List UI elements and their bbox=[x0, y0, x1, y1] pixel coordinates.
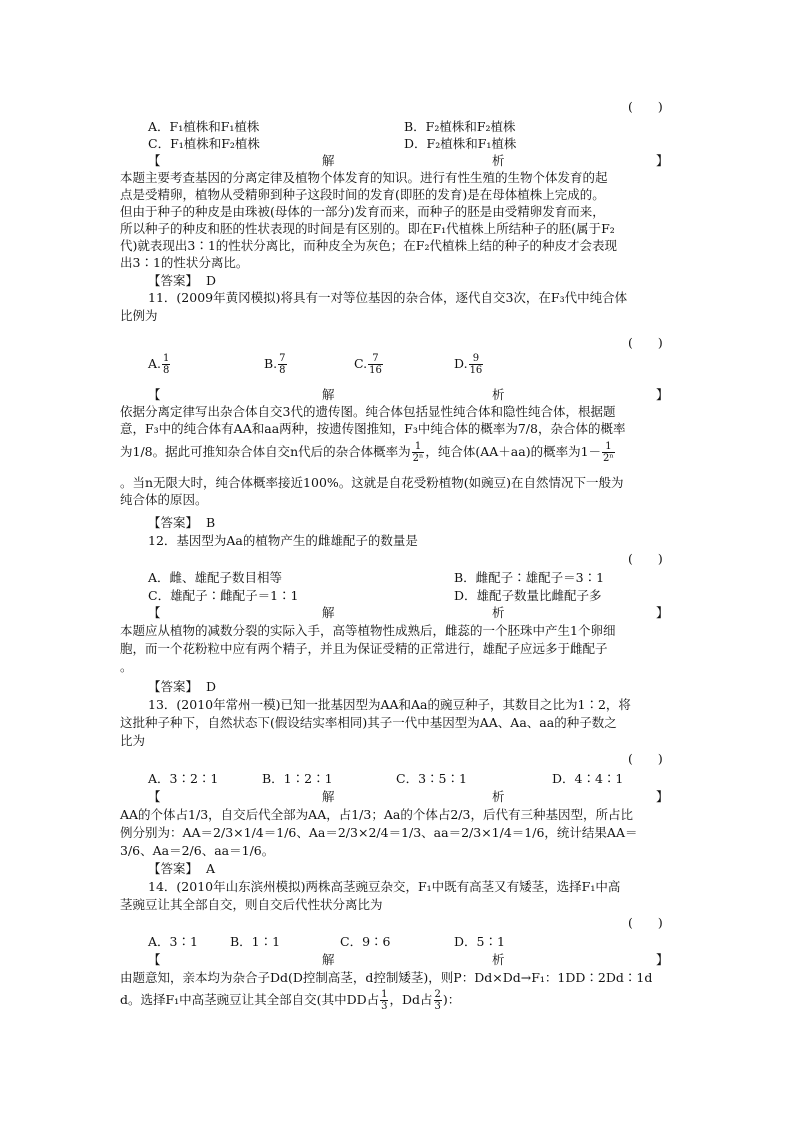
q12-answer: 【答案】 D bbox=[148, 679, 216, 694]
q13-answer: 【答案】 A bbox=[148, 861, 215, 876]
q11-analysis-header: 【 解 析 】 bbox=[148, 387, 669, 402]
q11-option-b: B. $\frac{7}{8}$ bbox=[264, 353, 286, 376]
q13-stem-3: 比为 bbox=[120, 733, 146, 748]
q11-answer: 【答案】 B bbox=[148, 515, 216, 530]
q11-explanation-2: 意，F₃中的纯合体有AA和aa两种，按遗传图推知，F₃中纯合体的概率为7/8，杂合体的概率 bbox=[120, 421, 626, 436]
q10-bracket: ( ) bbox=[628, 99, 663, 114]
q10-option-b: B．F₂植株和F₂植株 bbox=[404, 119, 516, 134]
q12-option-c: C．雄配子∶雌配子＝1∶1 bbox=[148, 588, 299, 603]
q13-stem-1: 13．(2010年常州一模)已知一批基因型为AA和Aa的豌豆种子，其数目之比为1∶2，将 bbox=[148, 697, 631, 712]
q14-explanation-2: d。选择F₁中高茎豌豆让其全部自交(其中DD占 $\frac{1}{3}$ ，Dd占 $\frac{2}{3}$ )： bbox=[120, 989, 461, 1012]
q12-explanation-3: 。 bbox=[120, 659, 133, 674]
q11-bracket: ( ) bbox=[628, 335, 663, 350]
q10-option-a: A．F₁植株和F₁植株 bbox=[148, 119, 260, 134]
q12-option-a: A．雌、雄配子数目相等 bbox=[148, 570, 283, 585]
q13-option-b: B．1∶2∶1 bbox=[262, 771, 333, 786]
q11-option-d: D. $\frac{9}{16}$ bbox=[454, 353, 483, 376]
q13-explanation-2: 例分别为：AA＝2/3×1/4＝1/6、Aa＝2/3×2/4＝1/3、aa＝2/3×1/4＝1/6，统计结果AA＝ bbox=[120, 825, 638, 840]
q11-explanation-5: 纯合体的原因。 bbox=[120, 492, 208, 507]
q10-option-c: C．F₁植株和F₂植株 bbox=[148, 136, 260, 151]
q10-explanation-1: 本题主要考查基因的分离定律及植物个体发育的知识。进行有性生殖的生物个体发育的起 bbox=[120, 170, 608, 185]
q10-explanation-6: 出3∶1的性状分离比。 bbox=[120, 255, 249, 270]
q10-explanation-2: 点是受精卵，植物从受精卵到种子这段时间的发育(即胚的发育)是在母体植株上完成的。 bbox=[120, 187, 605, 202]
q14-analysis-header: 【 解 析 】 bbox=[148, 952, 669, 967]
q13-option-a: A．3∶2∶1 bbox=[148, 771, 219, 786]
q14-stem-2: 茎豌豆让其全部自交，则自交后代性状分离比为 bbox=[120, 897, 383, 912]
q11-stem-2: 比例为 bbox=[120, 308, 158, 323]
q10-explanation-4: 所以种子的种皮和胚的性状表现的时间是有区别的。即在F₁代植株上所结种子的胚(属于F₂ bbox=[120, 221, 615, 236]
q13-bracket: ( ) bbox=[628, 751, 663, 766]
q12-explanation-1: 本题应从植物的减数分裂的实际入手，高等植物性成熟后，雌蕊的一个胚珠中产生1个卵细 bbox=[120, 623, 616, 638]
q13-option-d: D．4∶4∶1 bbox=[552, 771, 624, 786]
q10-analysis-header: 【 解 析 】 bbox=[148, 153, 669, 168]
q13-explanation-1: AA的个体占1/3，自交后代全部为AA，占1/3；Aa的个体占2/3，后代有三种基因型，所占比 bbox=[120, 807, 633, 822]
q12-stem: 12．基因型为Aa的植物产生的雌雄配子的数量是 bbox=[148, 533, 418, 548]
q13-explanation-3: 3/6、Aa＝2/6、aa＝1/6。 bbox=[120, 843, 275, 858]
q11-explanation-1: 依据分离定律写出杂合体自交3代的遗传图。纯合体包括显性纯合体和隐性纯合体，根据题 bbox=[120, 404, 616, 419]
q14-stem-1: 14．(2010年山东滨州模拟)两株高茎豌豆杂交，F₁中既有高茎又有矮茎，选择F₁中高 bbox=[148, 879, 621, 894]
q11-explanation-4: 。当n无限大时，纯合体概率接近100%。这就是自花受粉植物(如豌豆)在自然情况下一般为 bbox=[120, 475, 624, 490]
q12-bracket: ( ) bbox=[628, 551, 663, 566]
q14-explanation-1: 由题意知，亲本均为杂合子Dd(D控制高茎，d控制矮茎)，则P：Dd×Dd→F₁：1DD∶2Dd∶1d bbox=[120, 970, 653, 985]
q14-bracket: ( ) bbox=[628, 915, 663, 930]
q11-stem-1: 11．(2009年黄冈模拟)将具有一对等位基因的杂合体，逐代自交3次，在F₃代中纯合体 bbox=[148, 290, 628, 305]
q10-option-d: D．F₂植株和F₁植株 bbox=[404, 136, 517, 151]
q11-option-c: C. $\frac{7}{16}$ bbox=[354, 353, 382, 376]
q11-option-a: A. $\frac{1}{8}$ bbox=[148, 353, 170, 376]
q10-explanation-5: 代)就表现出3∶1的性状分离比，而种皮全为灰色；在F₂代植株上结的种子的种皮才会表现 bbox=[120, 238, 617, 253]
q13-analysis-header: 【 解 析 】 bbox=[148, 789, 669, 804]
q14-option-b: B．1∶1 bbox=[230, 934, 281, 949]
q12-analysis-header: 【 解 析 】 bbox=[148, 605, 669, 620]
q14-option-a: A．3∶1 bbox=[148, 934, 198, 949]
q10-explanation-3: 但由于种子的种皮是由珠被(母体的一部分)发育而来，而种子的胚是由受精卵发育而来， bbox=[120, 204, 605, 219]
q12-option-b: B．雌配子∶雄配子＝3∶1 bbox=[454, 570, 605, 585]
q13-option-c: C．3∶5∶1 bbox=[396, 771, 467, 786]
q14-option-d: D．5∶1 bbox=[454, 934, 505, 949]
q13-stem-2: 这批种子种下，自然状态下(假设结实率相同)其子一代中基因型为AA、Aa、aa的种子数之 bbox=[120, 715, 617, 730]
q11-explanation-3: 为1/8。据此可推知杂合体自交n代后的杂合体概率为 $\frac{1}{\text{2ⁿ}}$ ，纯合体(AA＋aa)的概率为1－ $\frac{1}{\text{2ⁿ}}$ bbox=[120, 441, 614, 464]
q14-option-c: C．9∶6 bbox=[340, 934, 391, 949]
q10-answer: 【答案】 D bbox=[148, 273, 216, 288]
q12-explanation-2: 胞，而一个花粉粒中应有两个精子，并且为保证受精的正常进行，雄配子应远多于雌配子 bbox=[120, 641, 608, 656]
q12-option-d: D．雄配子数量比雌配子多 bbox=[454, 588, 602, 603]
